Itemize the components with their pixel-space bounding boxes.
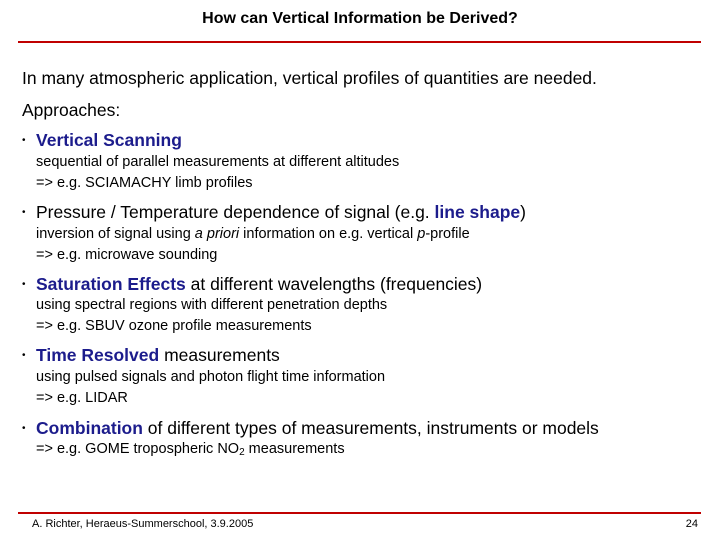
item-heading: Time Resolved measurements [36,345,280,365]
intro-line-1: In many atmospheric application, vertical profiles of quantities are needed. [22,68,597,88]
item-heading: Pressure / Temperature dependence of signal (e.g. line shape) [36,202,526,222]
item-detail-1: using pulsed signals and photon flight time information [36,369,386,385]
footer-divider [18,512,701,514]
item-detail-1: inversion of signal using a priori information on e.g. vertical p-profile [36,226,470,242]
item-detail-2: => e.g. SBUV ozone profile measurements [36,318,312,334]
footer-author: A. Richter, Heraeus-Summerschool, 3.9.2005 [32,518,254,530]
bullet-icon: • [22,350,26,361]
item-heading: Vertical Scanning [36,130,182,150]
item-heading: Saturation Effects at different wavelengths (frequencies) [36,274,483,294]
page-number: 24 [685,518,698,530]
item-detail-2: => e.g. microwave sounding [36,247,218,263]
bullet-icon: • [22,207,26,218]
item-detail-2: => e.g. LIDAR [36,390,128,406]
intro-line-2: Approaches: [22,100,121,120]
item-detail-1: sequential of parallel measurements at different altitudes [36,154,400,170]
item-detail-1: => e.g. GOME tropospheric $NO_2$ measurements [36,441,345,458]
bullet-icon: • [22,279,26,290]
bullet-icon: • [22,135,26,146]
bullet-icon: • [22,423,26,434]
slide-title: How can Vertical Information be Derived? [202,10,518,27]
item-heading: Combination of different types of measurements, instruments or models [36,418,599,438]
title-divider [18,41,701,43]
item-detail-1: using spectral regions with different penetration depths [36,297,388,313]
item-detail-2: => e.g. SCIAMACHY limb profiles [36,175,253,191]
